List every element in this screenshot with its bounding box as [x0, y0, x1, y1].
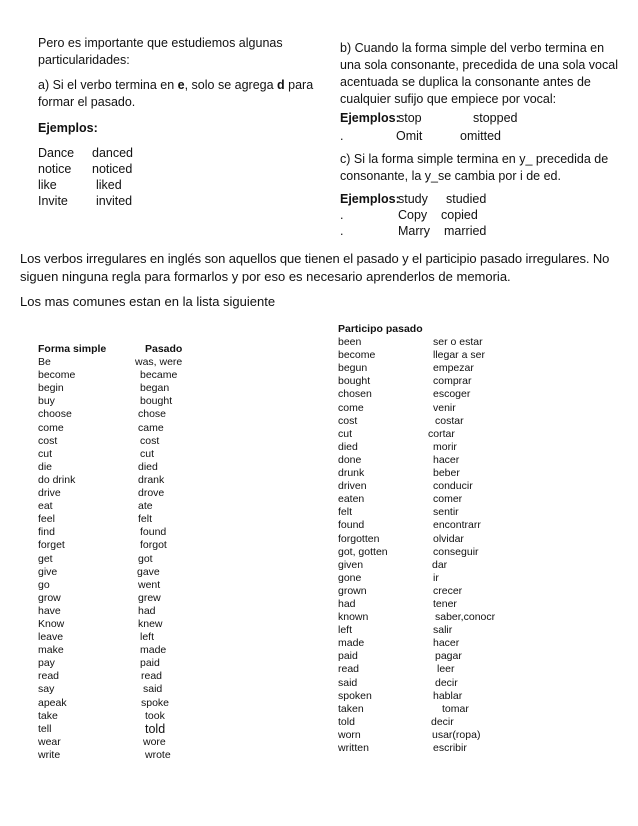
verb-past-form: went [138, 578, 161, 591]
table-header [338, 323, 538, 336]
verb-participle-form: paid [338, 650, 358, 663]
example-b-base: Omit [396, 129, 423, 143]
examples-c-label: Ejemplos: [340, 192, 400, 206]
table-row [338, 388, 538, 401]
verb-base-form: write [38, 748, 61, 761]
example-c-base: Copy [398, 208, 428, 222]
table-row [338, 703, 538, 716]
verb-translation: pagar [435, 650, 462, 663]
verb-translation: hacer [433, 637, 460, 650]
verb-translation: hablar [433, 689, 463, 702]
table-row [38, 526, 208, 539]
verb-past-form: became [140, 369, 178, 382]
verb-past-form: got [138, 552, 153, 565]
verb-past-form: knew [138, 617, 163, 630]
table-row [38, 670, 208, 683]
verb-translation: llegar a ser [433, 349, 485, 362]
example-a-base: Invite [38, 194, 68, 208]
verb-translation: morir [433, 440, 457, 453]
table-row [338, 729, 538, 742]
header-forma-simple: Forma simple [38, 343, 107, 355]
table-row [338, 336, 538, 349]
verb-participle-form: been [338, 336, 362, 349]
header-participio-pasado: Participo pasado [338, 323, 423, 335]
verb-past-form: wrote [145, 748, 171, 761]
verb-translation: escoger [433, 388, 471, 401]
verb-base-form: buy [38, 395, 55, 408]
verb-translation: dar [432, 558, 448, 571]
verb-participle-form: said [338, 676, 358, 689]
verb-participle-form: eaten [338, 493, 365, 506]
verb-past-form: told [145, 721, 166, 736]
table-row [38, 553, 208, 566]
verb-base-form: take [38, 709, 58, 722]
verb-participle-form: come [338, 401, 364, 414]
verb-past-form: paid [140, 657, 160, 670]
verb-participle-form: bought [338, 375, 371, 388]
table-row [38, 723, 208, 736]
table-row [338, 677, 538, 690]
verb-past-form: drove [138, 487, 165, 500]
verb-base-form: tell [38, 722, 52, 735]
table-row [38, 736, 208, 749]
table-row [338, 663, 538, 676]
table-row [38, 657, 208, 670]
verb-base-form: find [38, 526, 55, 539]
verb-translation: encontrarr [433, 519, 481, 532]
table-row [338, 428, 538, 441]
verb-past-form: spoke [141, 696, 170, 709]
verb-participle-form: worn [338, 728, 361, 741]
table-row [338, 506, 538, 519]
verb-base-form: drive [38, 487, 61, 500]
verb-base-form: leave [38, 631, 64, 644]
table-row [38, 605, 208, 618]
verb-past-form: wore [143, 735, 166, 748]
example-c-base: study [398, 192, 428, 206]
table-row [338, 533, 538, 546]
verb-base-form: get [38, 552, 53, 565]
table-row [38, 448, 208, 461]
table-row [338, 690, 538, 703]
verb-translation: comer [433, 493, 463, 506]
rule-c-line: c) Si la forma simple termina en y_ precedida de [340, 152, 609, 166]
table-row [338, 349, 538, 362]
verb-past-form: took [145, 709, 165, 722]
verb-past-form: cut [140, 447, 155, 460]
verb-past-form: ate [138, 500, 153, 513]
table-row [338, 546, 538, 559]
verb-base-form: have [38, 604, 61, 617]
verb-base-form: feel [38, 513, 55, 526]
verb-translation: salir [433, 624, 453, 637]
verb-translation: ser o estar [433, 336, 483, 349]
table-row [338, 375, 538, 388]
verb-participle-form: felt [338, 506, 353, 519]
table-row [338, 650, 538, 663]
verb-past-form: felt [138, 513, 153, 526]
verb-translation: escribir [433, 742, 467, 754]
examples-a-label: Ejemplos: [38, 121, 98, 135]
verb-participle-form: forgotten [338, 532, 380, 545]
verb-base-form: cut [38, 447, 53, 460]
table-header [38, 343, 208, 356]
verb-participle-form: grown [338, 584, 367, 597]
verb-participle-form: chosen [338, 388, 372, 401]
verb-past-form: began [140, 382, 170, 395]
example-c-base: Marry [398, 224, 430, 238]
verb-base-form: choose [38, 408, 72, 421]
rule-b-line: acentuada se duplica la consonante antes de [340, 75, 591, 89]
table-row [38, 618, 208, 631]
verb-translation: crecer [433, 584, 463, 597]
verb-participle-form: left [338, 624, 353, 637]
example-c-lead: . [340, 224, 344, 238]
verb-past-form: grew [138, 591, 161, 604]
verb-base-form: become [38, 369, 76, 382]
table-row [338, 467, 538, 480]
table-row [38, 592, 208, 605]
intro-line-2: particularidades: [38, 53, 130, 67]
verb-past-form: had [138, 604, 156, 617]
table-row [338, 559, 538, 572]
verb-participle-form: gone [338, 571, 362, 584]
verb-translation: comprar [433, 375, 472, 388]
table-row [38, 500, 208, 513]
example-c-lead: . [340, 208, 344, 222]
verb-participle-form: made [338, 637, 365, 650]
verb-participle-form: read [338, 663, 360, 676]
rule-a-line-2: formar el pasado. [38, 95, 136, 109]
verb-base-form: eat [38, 500, 53, 513]
irregular-paragraph-line-3: Los mas comunes estan en la lista siguiente [20, 294, 276, 309]
table-row [38, 487, 208, 500]
example-b-base: stop [398, 111, 422, 125]
example-b-past: omitted [460, 129, 501, 143]
table-row [38, 513, 208, 526]
table-row [38, 356, 208, 369]
verb-participle-form: written [338, 742, 369, 754]
verb-translation: conseguir [433, 545, 479, 558]
verb-translation: leer [437, 663, 455, 676]
table-row [338, 493, 538, 506]
verb-base-form: do drink [38, 473, 76, 486]
table-row [338, 585, 538, 598]
verb-participle-form: had [338, 597, 356, 610]
example-a-past: invited [96, 194, 133, 208]
table-row [38, 395, 208, 408]
verb-participle-form: cut [338, 427, 353, 440]
verb-translation: ir [433, 571, 439, 584]
table-row [38, 749, 208, 762]
table-row [338, 624, 538, 637]
verb-translation: tomar [442, 702, 469, 715]
verb-translation: usar(ropa) [432, 728, 481, 741]
table-row [338, 742, 538, 755]
verb-translation: hacer [433, 453, 460, 466]
verb-base-form: come [38, 421, 64, 434]
verb-past-form: bought [140, 395, 173, 408]
verb-translation: beber [433, 467, 460, 480]
table-row [38, 422, 208, 435]
verb-past-form: was, were [135, 356, 183, 369]
table-row [338, 637, 538, 650]
table-row [38, 461, 208, 474]
verb-base-form: read [38, 670, 60, 683]
verb-base-form: pay [38, 657, 55, 670]
rule-b-line: una sola consonante, precedida de una sola vocal [340, 58, 618, 72]
verb-translation: sentir [433, 506, 459, 519]
verb-participle-form: spoken [338, 689, 372, 702]
verb-participle-form: driven [338, 480, 367, 493]
verb-past-form: gave [137, 565, 160, 578]
verb-translation: conducir [433, 480, 473, 493]
verb-base-form: apeak [38, 696, 67, 709]
verb-translation: saber,conocr [435, 611, 496, 624]
verb-base-form: Know [38, 617, 65, 630]
verb-participle-form: given [338, 558, 364, 571]
table-row [338, 716, 538, 729]
table-row [38, 644, 208, 657]
verb-translation: decir [431, 715, 454, 728]
verb-past-form: left [140, 631, 155, 644]
example-a-base: notice [38, 162, 72, 176]
verb-past-form: drank [138, 473, 165, 486]
table-row [38, 382, 208, 395]
table-row [38, 631, 208, 644]
table-row [338, 415, 538, 428]
example-a-past: noticed [92, 162, 133, 176]
table-row [338, 480, 538, 493]
example-b-past: stopped [473, 111, 518, 125]
table-row [338, 454, 538, 467]
table-row [38, 683, 208, 696]
verb-base-form: wear [38, 735, 61, 748]
rule-c-line: consonante, la y_se cambia por i de ed. [340, 169, 561, 183]
verb-translation: empezar [433, 362, 474, 375]
verb-past-form: forgot [140, 539, 167, 552]
rule-b-line: b) Cuando la forma simple del verbo termina en [340, 41, 605, 55]
table-row [38, 408, 208, 421]
verb-base-form: forget [38, 539, 65, 552]
header-pasado: Pasado [145, 343, 183, 355]
verb-past-form: said [143, 683, 163, 696]
verb-past-form: made [140, 644, 167, 657]
irregular-paragraph-line-2: siguen ninguna regla para formarlos y por eso es necesario aprenderlos de memoria. [20, 269, 511, 284]
verb-participle-form: cost [338, 414, 358, 427]
verb-base-form: die [38, 460, 53, 473]
irregular-paragraph-line-1: Los verbos irregulares en inglés son aquellos que tienen el pasado y el participio pasado irregulares. No [20, 251, 610, 266]
example-b-lead: . [340, 129, 344, 143]
verb-participle-form: begun [338, 362, 368, 375]
table-row [338, 441, 538, 454]
example-a-past: liked [96, 178, 122, 192]
verb-participle-form: told [338, 715, 355, 728]
verb-translation: cortar [428, 427, 455, 440]
verb-translation: olvidar [433, 532, 464, 545]
example-a-base: like [38, 178, 57, 192]
verb-base-form: give [38, 565, 58, 578]
verb-base-form: grow [38, 591, 61, 604]
table-row [338, 611, 538, 624]
verb-base-form: Be [38, 356, 51, 369]
rule-b-line: cualquier sufijo que empiece por vocal: [340, 92, 557, 106]
verb-past-form: cost [140, 434, 160, 447]
verb-translation: tener [433, 597, 457, 610]
verb-participle-form: drunk [338, 467, 365, 480]
verb-base-form: make [38, 644, 64, 657]
verb-past-form: chose [138, 408, 167, 421]
verb-past-form: came [138, 421, 164, 434]
table-row [38, 539, 208, 552]
table-row [338, 362, 538, 375]
table-row [38, 579, 208, 592]
example-c-past: studied [446, 192, 487, 206]
intro-line-1: Pero es importante que estudiemos algunas [38, 36, 283, 50]
example-a-past: danced [92, 146, 134, 160]
verb-base-form: cost [38, 434, 58, 447]
verb-participle-form: done [338, 453, 362, 466]
verb-participle-form: got, gotten [338, 545, 388, 558]
example-c-past: copied [441, 208, 478, 222]
table-row [38, 697, 208, 710]
verb-base-form: say [38, 683, 55, 696]
verbs-table-simple-past [38, 343, 208, 762]
verb-participle-form: taken [338, 702, 364, 715]
verb-translation: decir [435, 676, 458, 689]
rule-a-line-1: a) Si el verbo termina en e, solo se agrega d para [38, 78, 314, 92]
verb-past-form: found [140, 526, 167, 539]
table-row [338, 598, 538, 611]
verb-participle-form: known [338, 611, 369, 624]
verb-base-form: begin [38, 382, 64, 395]
table-row [38, 435, 208, 448]
verb-participle-form: found [338, 519, 365, 532]
verb-base-form: go [38, 578, 50, 591]
verb-translation: costar [435, 414, 464, 427]
table-row [38, 566, 208, 579]
verbs-table-participle [338, 323, 538, 755]
table-row [338, 519, 538, 532]
verb-participle-form: become [338, 349, 376, 362]
verb-past-form: read [141, 670, 163, 683]
table-row [338, 572, 538, 585]
table-row [38, 369, 208, 382]
verb-translation: venir [433, 401, 456, 414]
table-row [38, 474, 208, 487]
verb-past-form: died [138, 460, 158, 473]
example-c-past: married [444, 224, 487, 238]
table-row [38, 710, 208, 723]
examples-b-label: Ejemplos: [340, 111, 400, 125]
table-row [338, 402, 538, 415]
verb-participle-form: died [338, 440, 358, 453]
example-a-base: Dance [38, 146, 75, 160]
